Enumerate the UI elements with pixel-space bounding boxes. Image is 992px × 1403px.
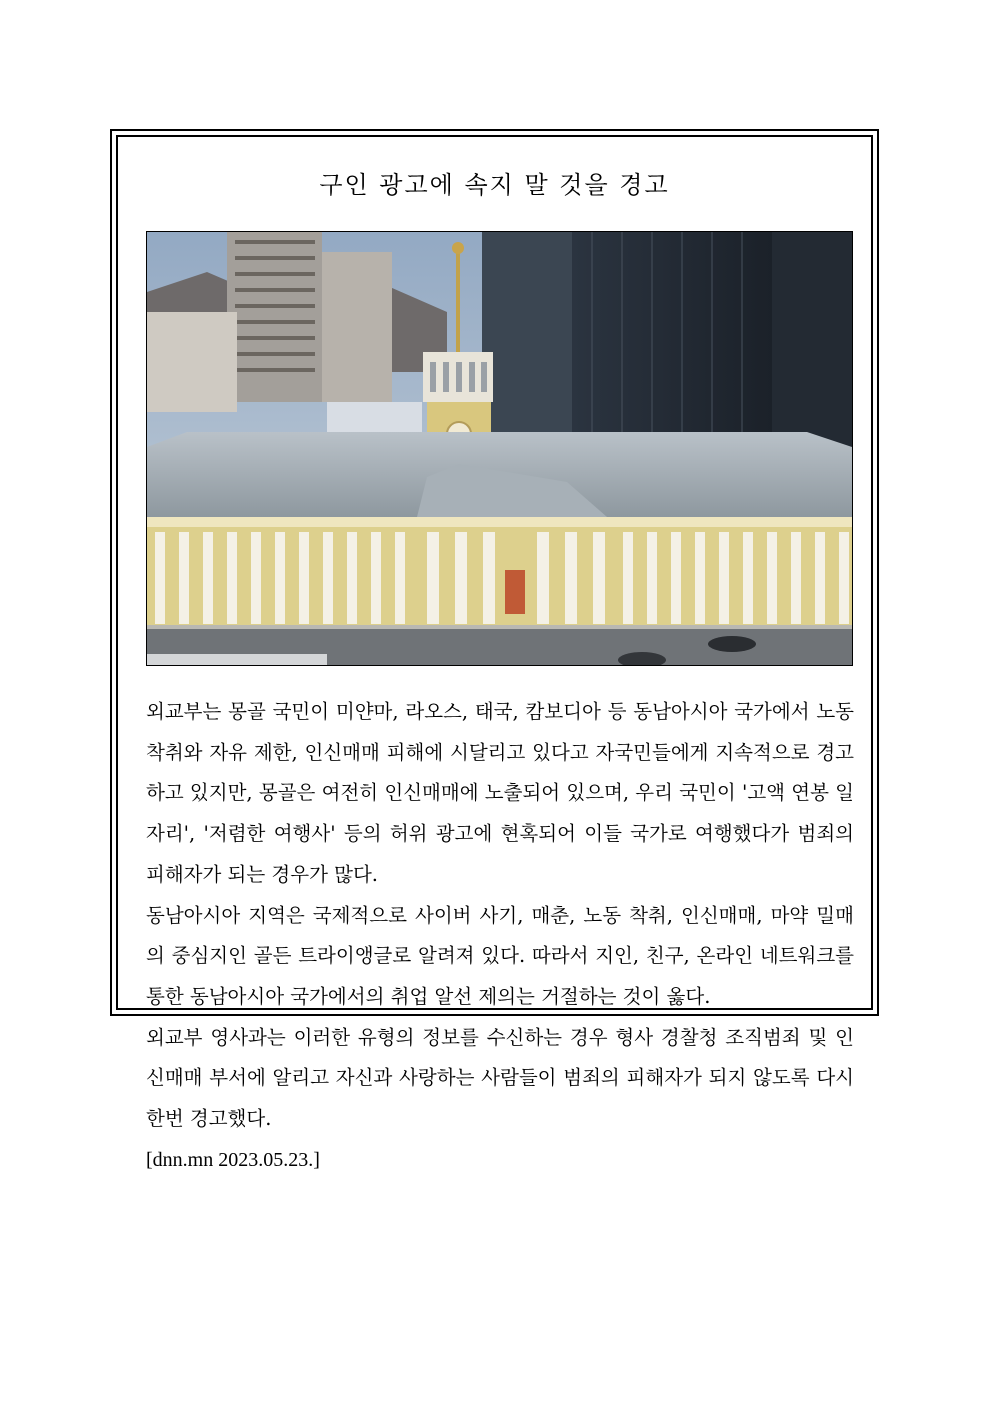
article-photo	[146, 231, 853, 666]
building-photo-illustration	[147, 232, 852, 665]
article-body	[146, 692, 854, 1180]
article-frame-outer	[110, 129, 879, 1171]
article-frame-inner	[116, 135, 873, 1171]
article-source: [dnn.mn 2023.05.23.]	[146, 1148, 320, 1171]
article-paragraph-1: 외교부는 몽골 국민이 미얀마, 라오스, 태국, 캄보디아 등 동남아시아 국가에서 노동 착취와 자유 제한, 인신매매 피해에 시달리고 있다고 자국민들에게 지속적으로 경고하고 있지만, 몽골은 여전히 인신매매에 노출되어 있으며, 우리 국민이 '고액 연봉 일자리', '저렴한 여행사' 등의 허위 광고에 현혹되어 이들 국가로 여행했다가 범죄의 피해자가 되는 경우가 많다.	[146, 700, 854, 886]
article-paragraph-2: 동남아시아 지역은 국제적으로 사이버 사기, 매춘, 노동 착취, 인신매매, 마약 밀매의 중심지인 골든 트라이앵글로 알려져 있다. 따라서 지인, 친구, 온라인 네트워크를 통한 동남아시아 국가에서의 취업 알선 제의는 거절하는 것이 옳다.	[146, 903, 854, 1008]
article-paragraph-3: 외교부 영사과는 이러한 유형의 정보를 수신하는 경우 형사 경찰청 조직범죄 및 인신매매 부서에 알리고 자신과 사랑하는 사람들이 범죄의 피해자가 되지 않도록 다시 한번 경고했다.	[146, 1025, 854, 1131]
article-title: 구인 광고에 속지 말 것을 경고	[319, 171, 670, 199]
